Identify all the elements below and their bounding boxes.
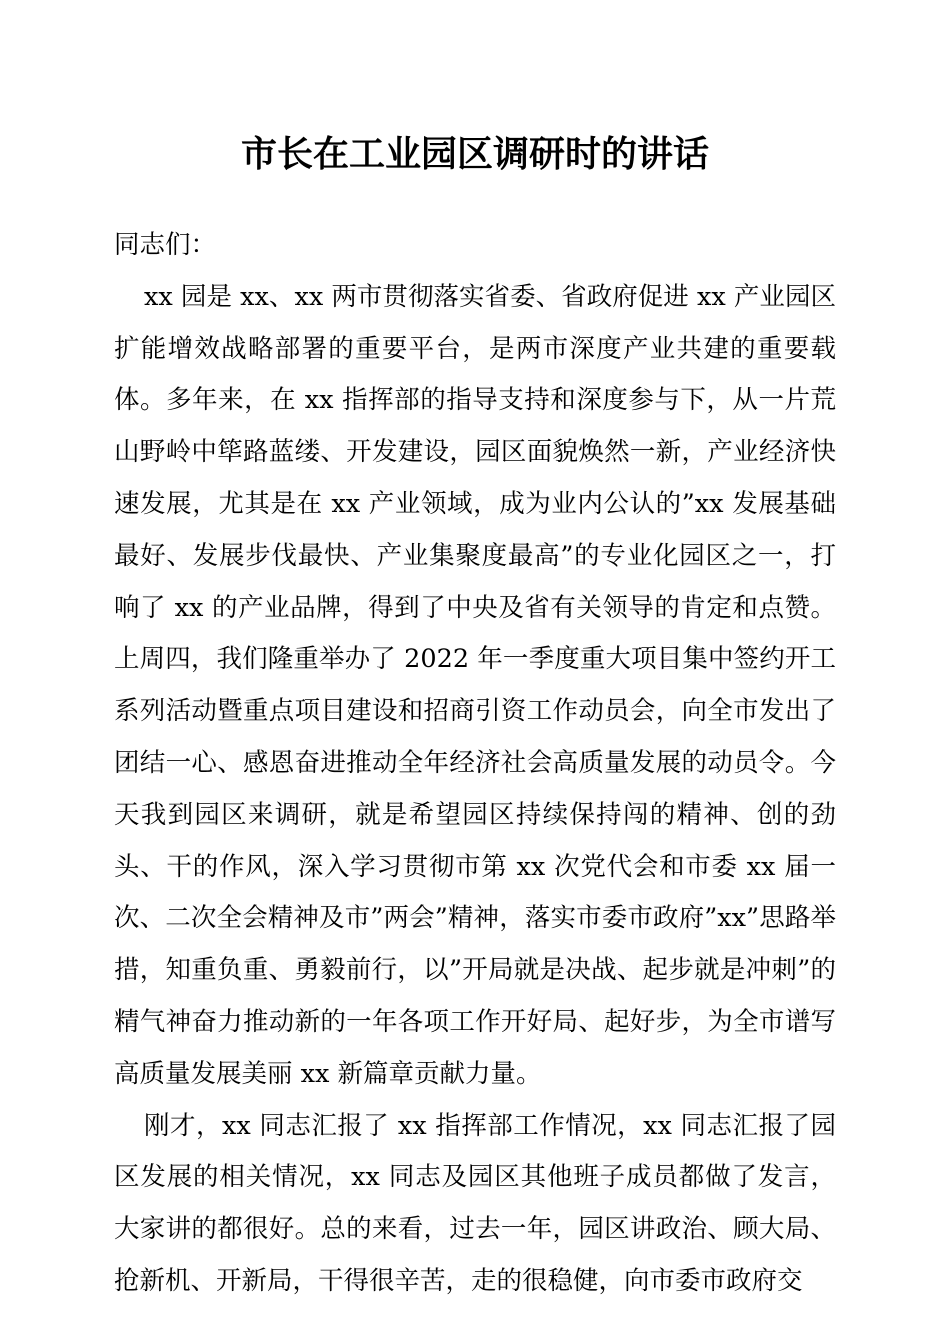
- document-title: 市长在工业园区调研时的讲话: [240, 133, 709, 175]
- paragraph: 刚才，xx 同志汇报了 xx 指挥部工作情况，xx 同志汇报了园区发展的相关情况，xx 同志及园区其他班子成员都做了发言，大家讲的都很好。总的来看，过去一年，园区讲政治、顾大局、抢新机、开新局，干得很辛苦，走的很稳健，向市委市政府交: [114, 1110, 836, 1296]
- paragraph: xx 园是 xx、xx 两市贯彻落实省委、省政府促进 xx 产业园区扩能增效战略部署的重要平台，是两市深度产业共建的重要载体。多年来，在 xx 指挥部的指导支持和深度参与下，从一片荒山野岭中筚路蓝缕、开发建设，园区面貌焕然一新，产业经济快速发展，尤其是在 xx 产业领域，成为业内公认的”xx 发展基础最好、发展步伐最快、产业集聚度最高”的专业化园区之一，打响了 xx 的产业品牌，得到了中央及省有关领导的肯定和点赞。上周四，我们隆重举办了 2022 年一季度重大项目集中签约开工系列活动暨重点项目建设和招商引资工作动员会，向全市发出了团结一心、感恩奋进推动全年经济社会高质量发展的动员令。今天我到园区来调研，就是希望园区持续保持闯的精神、创的劲头、干的作风，深入学习贯彻市第 xx 次党代会和市委 xx 届一次、二次全会精神及市”两会”精神，落实市委市政府”xx”思路举措，知重负重、勇毅前行，以”开局就是决战、起步就是冲刺”的精气神奋力推动新的一年各项工作开好局、起好步，为全市谱写高质量发展美丽 xx 新篇章贡献力量。: [114, 281, 836, 1089]
- document-content: [114, 0, 836, 1308]
- document-body: [114, 220, 836, 1308]
- salutation: 同志们：: [114, 230, 217, 260]
